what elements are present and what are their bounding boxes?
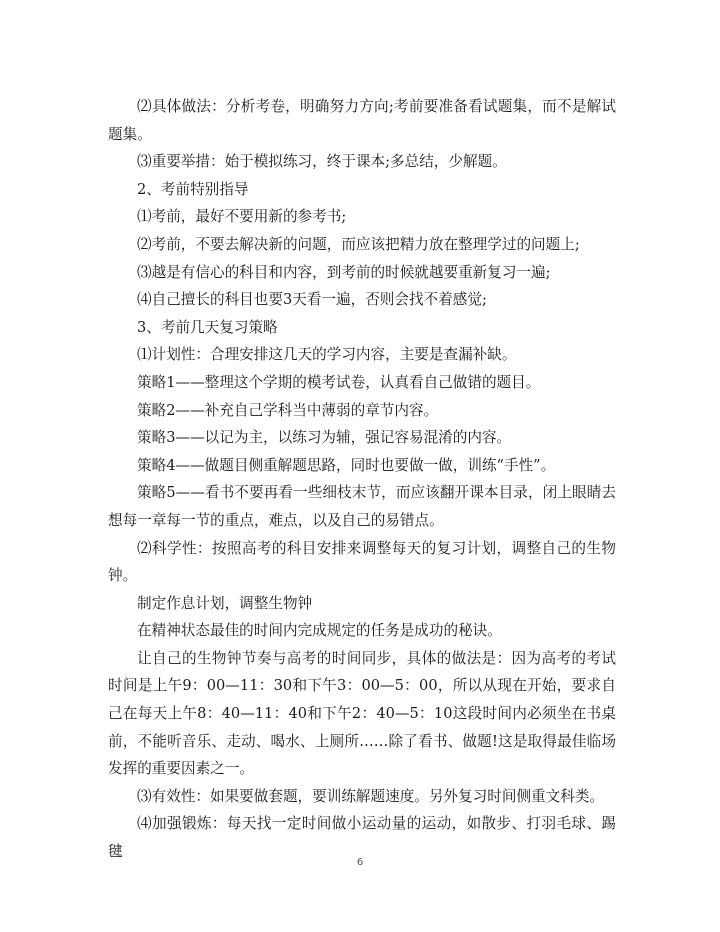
paragraph: ⑶越是有信心的科目和内容，到考前的时候就越要重新复习一遍; bbox=[137, 263, 551, 281]
paragraph: ⑵考前，不要去解决新的问题，而应该把精力放在整理学过的问题上; bbox=[137, 235, 580, 253]
paragraph: ⑶有效性：如果要做套题，要训练解题速度。另外复习时间侧重文科类。 bbox=[137, 787, 605, 805]
page-number: 6 bbox=[356, 857, 364, 868]
strategy-item: 策略2——补充自己学科当中薄弱的章节内容。 bbox=[137, 401, 439, 419]
paragraph: ⑴考前，最好不要用新的参考书; bbox=[137, 208, 347, 226]
paragraph: ⑶重要举措：始于模拟练习，终于课本;多总结，少解题。 bbox=[137, 153, 507, 171]
strategy-item: 策略5——看书不要再看一些细枝末节，而应该翻开课本目录，闭上眼睛去想每一章每一节的重点，难点，以及自己的易错点。 bbox=[108, 484, 616, 529]
paragraph: ⑴计划性：合理安排这几天的学习内容，主要是查漏补缺。 bbox=[137, 346, 517, 364]
paragraph: ⑵具体做法：分析考卷，明确努力方向;考前要准备看试题集，而不是解试题集。 bbox=[108, 98, 616, 143]
section-heading: 2、考前特别指导 bbox=[137, 180, 249, 198]
section-heading: 3、考前几天复习策略 bbox=[137, 318, 278, 336]
paragraph: 在精神状态最佳的时间内完成规定的任务是成功的秘诀。 bbox=[137, 622, 502, 640]
document-body bbox=[108, 93, 616, 866]
strategy-item: 策略1——整理这个学期的模考试卷，认真看自己做错的题目。 bbox=[137, 373, 541, 391]
strategy-item: 策略3——以记为主，以练习为辅，强记容易混淆的内容。 bbox=[137, 429, 512, 447]
paragraph: ⑷自己擅长的科目也要3天看一遍，否则会找不着感觉; bbox=[137, 291, 487, 309]
paragraph: 让自己的生物钟节奏与高考的时间同步，具体的做法是：因为高考的考试时间是上午9：00—11：30和下午3：00—5：00，所以从现在开始，要求自己在每天上午8：40—11：40和下午2：40—5：10这段时间内必须坐在书桌前，不能听音乐、走动、喝水、上厕所……除了看书、做题!这是取得最佳临场发挥的重要因素之一。 bbox=[108, 649, 616, 778]
strategy-item: 策略4——做题目侧重解题思路，同时也要做一做，训练“手性”。 bbox=[137, 456, 556, 474]
paragraph: ⑷加强锻炼：每天找一定时间做小运动量的运动，如散步、打羽毛球、踢毽 bbox=[108, 815, 616, 861]
sub-heading: 制定作息计划，调整生物钟 bbox=[137, 594, 313, 612]
paragraph: ⑵科学性：按照高考的科目安排来调整每天的复习计划，调整自己的生物钟。 bbox=[108, 539, 616, 585]
